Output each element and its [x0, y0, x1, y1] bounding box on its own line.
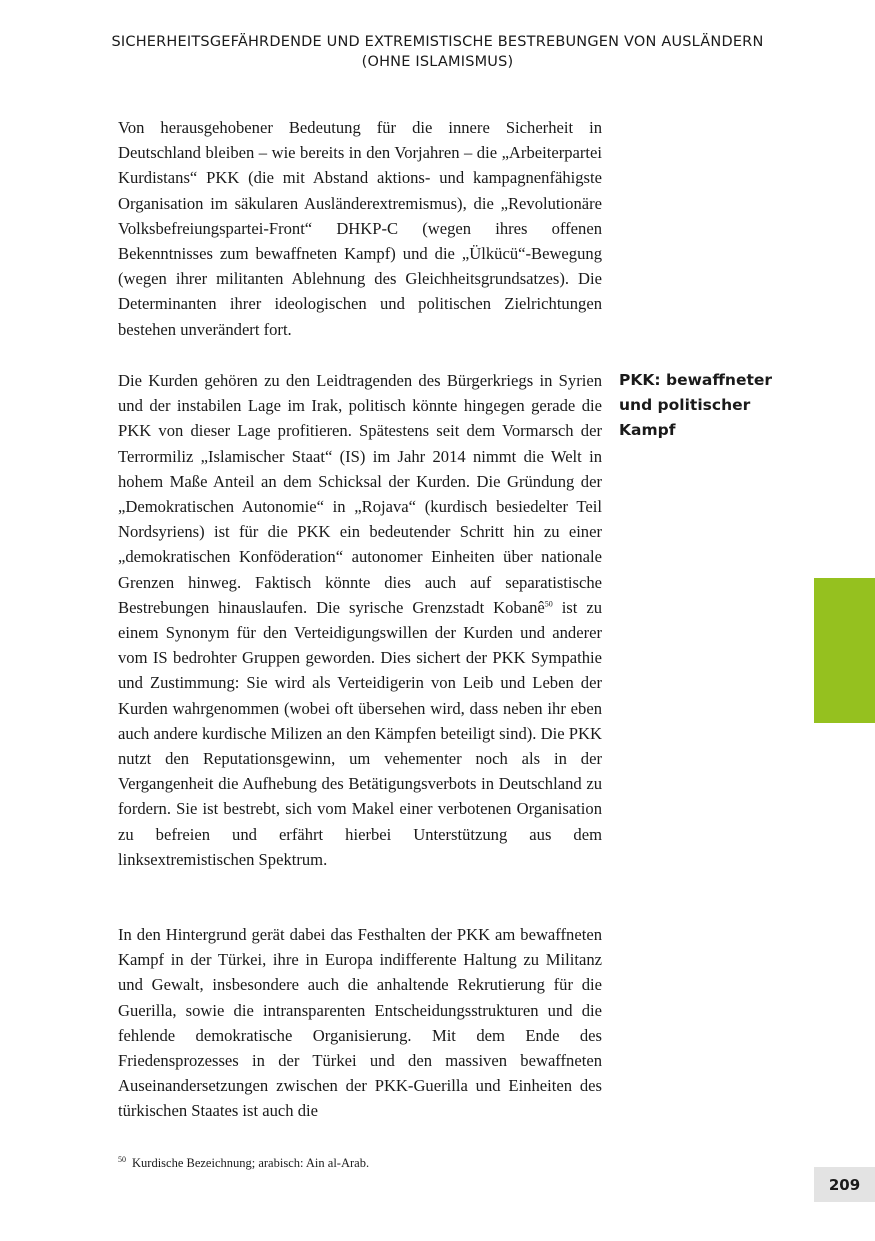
paragraph-background: [118, 922, 602, 1124]
footnote-number: 50: [118, 1154, 126, 1164]
margin-heading-line-3: Kampf: [619, 421, 676, 439]
footnote-reference[interactable]: 50: [544, 599, 553, 609]
running-header: [60, 32, 815, 72]
page-number: 209: [814, 1167, 875, 1202]
footnote: [118, 1154, 602, 1172]
paragraph-kurds: [118, 368, 602, 872]
chapter-tab-marker: [814, 578, 875, 723]
paragraph-kurds-text-part-1: Die Kurden gehören zu den Leidtragenden des Bürgerkriegs in Syrien und der instabilen Lage im Irak, politisch könnte hingegen gerade die PKK von dieser Lage profitieren. Spätestens seit dem Vormarsch der Terrormiliz „Islamischer Staat“ (IS) im Jahr 2014 nimmt die Welt in hohem Maße Anteil an dem Schicksal der Kurden. Die Gründung der „Demokratischen Autonomie“ in „Rojava“ (kurdisch besiedelter Teil Nordsyriens) ist für die PKK ein bedeutender Schritt hin zu einer „demokratischen Konföderation“ autonomer Einheiten über nationale Grenzen hinweg. Faktisch könnte dies auch auf separatistische Bestrebungen hinauslaufen. Die syrische Grenzstadt Kobanê: [118, 371, 602, 617]
paragraph-intro-text: Von herausgehobener Bedeutung für die innere Sicherheit in Deutschland bleiben – wie bereits in den Vorjahren – die „Arbeiterpartei Kurdistans“ PKK (die mit Abstand aktions- und kampagnenfähigste Organisation im säkularen Ausländerextremismus), die „Revolutionäre Volksbefreiungspartei-Front“ DHKP-C (wegen ihres offenen Bekenntnisses zum bewaffneten Kampf) und die „Ülkücü“-Bewegung (wegen ihrer militanten Ablehnung des Gleichheitsgrundsatzes). Die Determinanten ihrer ideologischen und politischen Zielrichtungen bestehen unverändert fort.: [118, 118, 602, 339]
margin-heading-line-2: und politischer: [619, 396, 751, 414]
margin-heading-line-1: PKK: bewaffneter: [619, 371, 773, 389]
paragraph-kurds-text-part-2: ist zu einem Synonym für den Verteidigungswillen der Kurden und anderer vom IS bedrohter Gruppen geworden. Dies sichert der PKK Sympathie und Zustimmung: Sie wird als Verteidigerin von Leib und Leben der Kurden wahrgenommen (wobei oft übersehen wird, dass neben ihr eben auch andere kurdische Milizen an den Kämpfen beteiligt sind). Die PKK nutzt den Reputationsgewinn, um vehementer noch als in der Vergangenheit die Aufhebung des Betätigungsverbots in Deutschland zu fordern. Sie ist bestrebt, sich vom Makel einer verbotenen Organisation zu befreien und erfährt hierbei Unterstützung aus dem linksextremistischen Spektrum.: [118, 597, 602, 869]
paragraph-kurds-text: [118, 368, 602, 872]
paragraph-intro: [118, 115, 602, 342]
running-header-line-2: (OHNE ISLAMISMUS): [361, 54, 514, 70]
paragraph-background-text: In den Hintergrund gerät dabei das Festhalten der PKK am bewaffneten Kampf in der Türkei, ihre in Europa indifferente Haltung zu Militanz und Gewalt, insbesondere auch die anhaltende Rekrutierung für die Guerilla, sowie die intransparenten Entscheidungsstrukturen und die fehlende demokratische Organisierung. Mit dem Ende des Friedensprozesses in der Türkei und den massiven bewaffneten Auseinandersetzungen zwischen der PKK-Guerilla und Einheiten des türkischen Staates ist auch die: [118, 925, 602, 1121]
margin-heading: [619, 368, 789, 443]
running-header-line-1: SICHERHEITSGEFÄHRDENDE UND EXTREMISTISCHE BESTREBUNGEN VON AUSLÄNDERN: [111, 34, 764, 50]
footnote-text: Kurdische Bezeichnung; arabisch: Ain al-Arab.: [132, 1156, 370, 1170]
